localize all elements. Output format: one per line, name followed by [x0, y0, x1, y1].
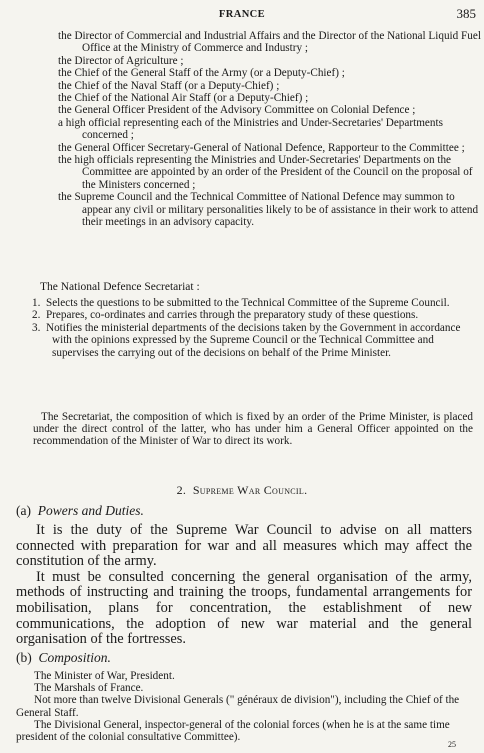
section-number: 2.	[176, 483, 187, 497]
members-list	[0, 30, 484, 229]
member-item: the high officials representing the Ministries and Under-Secretaries' Departments on the Committee are appointed by an order of the President of the Council on the proposal of the Ministers concerned ;	[58, 154, 473, 191]
duty-item	[0, 322, 472, 359]
powers-body	[16, 523, 472, 648]
composition-label: (b)	[16, 650, 32, 665]
composition-item: The Minister of War, President.	[34, 670, 175, 682]
powers-title: Powers and Duties.	[37, 503, 144, 518]
duty-number: 2.	[32, 309, 41, 322]
member-item: the General Officer President of the Advisory Committee on Colonial Defence ;	[58, 104, 416, 117]
member-item: the Director of Agriculture ;	[58, 54, 184, 67]
member-item: a high official representing each of the Ministries and Under-Secretaries' Departments concerned ;	[58, 116, 443, 142]
section-title	[0, 483, 484, 498]
running-title: FRANCE	[218, 9, 266, 20]
powers-paragraph: It must be consulted concerning the general organisation of the army, methods of instructing and training the troops, fundamental arrangements for mobilisation, plans for concentration, the establishment of new communications, the adoption of new war material and the general organisation of the fortresses.	[16, 568, 472, 648]
composition-list	[16, 670, 472, 743]
secretariat-heading: The National Defence Secretariat :	[40, 281, 200, 293]
member-item: the Chief of the General Staff of the Army (or a Deputy-Chief) ;	[58, 67, 345, 80]
duty-text: Prepares, co-ordinates and carries through the preparatory study of these questions.	[45, 309, 419, 322]
duty-item	[0, 297, 472, 309]
signature-mark: 25	[448, 740, 456, 749]
page-header	[0, 6, 484, 24]
section-heading: Supreme War Council.	[192, 483, 308, 497]
composition-item: Not more than twelve Divisional Generals (" généraux de division"), including the Chief of the General Staff.	[16, 694, 460, 719]
member-item: the Director of Commercial and Industrial Affairs and the Director of the National Liquid Fuel Office at the Ministry of Commerce and Industry ;	[58, 30, 481, 55]
duty-number: 3.	[32, 321, 41, 334]
member-item: the Supreme Council and the Technical Committee of National Defence may summon to appear any civil or military personalities likely to be of assistance in their work to attend their meetings in an advisory capacity.	[58, 191, 479, 229]
member-item: the General Officer Secretary-General of National Defence, Rapporteur to the Committee ;	[58, 141, 465, 154]
powers-heading	[16, 503, 144, 519]
secretariat-duties	[0, 297, 484, 359]
member-item: the Chief of the Naval Staff (or a Deputy-Chief) ;	[58, 79, 280, 92]
secretariat-closing-paragraph: The Secretariat, the composition of which is fixed by an order of the Prime Minister, is placed under the direct control of the latter, who has under him a General Officer appointed on the recommendation of the Minister of War to direct its work.	[33, 411, 473, 448]
duty-number: 1.	[32, 297, 41, 309]
composition-heading	[16, 650, 111, 666]
page-number: 385	[456, 6, 476, 21]
duty-text: Notifies the ministerial departments of the decisions taken by the Government in accordance with the opinions expressed by the Supreme Council or the Technical Committee and supervises the carrying out of the decisions on behalf of the Prime Minister.	[45, 321, 461, 359]
composition-item: The Divisional General, inspector-general of the colonial forces (when he is at the same time president of the colonial consultative Committee).	[16, 718, 450, 744]
duty-item	[0, 309, 472, 321]
composition-title: Composition.	[38, 650, 111, 665]
duty-text: Selects the questions to be submitted to the Technical Committee of the Supreme Council.	[45, 297, 450, 309]
member-item: the Chief of the National Air Staff (or a Deputy-Chief) ;	[58, 92, 309, 105]
powers-paragraph: It is the duty of the Supreme War Council to advise on all matters connected with preparation for war and all measures which may affect the constitution of the army.	[16, 522, 472, 570]
powers-label: (a)	[16, 503, 31, 518]
composition-item: The Marshals of France.	[34, 682, 144, 695]
